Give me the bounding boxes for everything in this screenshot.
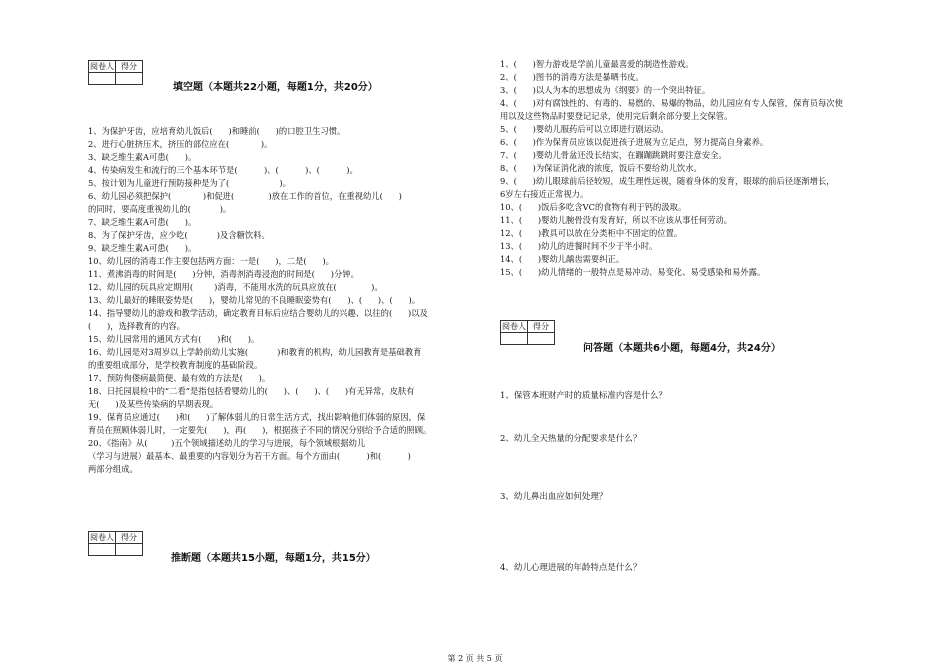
judge-question-line: 9、( )幼儿眼球前后径较短，成生理性远视，随着身体的发育，眼球的前后径逐渐增长， [500, 176, 835, 186]
fill-question-line: ( )，选择教育的内容。 [88, 321, 185, 331]
fill-question-line: 13、幼儿最好的睡眠姿势是( )，婴幼儿常见的不良睡眠姿势有( )、( )、( )。 [88, 295, 421, 305]
fill-question-line: 14、指导婴幼儿的游戏和教学活动，确定教育目标后应结合婴幼儿的兴趣、以往的( )以及 [88, 308, 428, 318]
judge-question-line: 14、( )婴幼儿龋齿需要纠正。 [500, 254, 625, 264]
fill-section-title: 填空题（本题共22小题，每题1分，共20分） [173, 82, 378, 93]
judge-question-line: 8、( )为保证消化液的浓度，饭后不要给幼儿饮水。 [500, 163, 702, 173]
score-header-score: 得分 [528, 321, 555, 333]
judge-question-line: 3、( )以人为本的思想成为《纲要》的一个突出特征。 [500, 85, 711, 95]
judge-question-line: 4、( )对有腐蚀性的、有毒的、易燃的、易爆的物品，幼儿园应有专人保管，保育员每次使 [500, 98, 843, 108]
score-box-fill [88, 60, 143, 85]
fill-questions [88, 125, 431, 476]
score-header-grader: 阅卷人 [502, 322, 526, 331]
score-header-score: 得分 [116, 61, 143, 73]
score-header-grader: 阅卷人 [90, 533, 114, 542]
score-header-score: 得分 [116, 532, 143, 544]
judge-question-line: 2、( )图书的消毒方法是暴晒书皮。 [500, 72, 644, 82]
fill-question-line: 无( )及某些传染病的早期表现。 [88, 399, 219, 409]
judge-question-line: 用以及这些物品时要登记记录，使用完后剩余部分要上交保管。 [500, 111, 733, 121]
fill-question-line: 3、缺乏维生素A可患( )。 [88, 152, 197, 162]
score-box-qa [500, 320, 555, 345]
judge-question-line: 7、( )婴幼儿骨盆还没长结实，在蹦蹦跳跳时要注意安全。 [500, 150, 727, 160]
fill-question-line: 20、《指南》从( )五个领域描述幼儿的学习与进展，每个领域根据幼儿 [88, 438, 366, 448]
qa-section-title: 问答题（本题共6小题，每题4分，共24分） [583, 343, 781, 354]
fill-question-line: 19、保育员应通过( )和( )了解体弱儿的日常生活方式，找出影响他们体弱的原因，保 [88, 412, 426, 422]
score-box-judge [88, 531, 143, 556]
judge-question-line: 1、( )智力游戏是学前儿童最喜爱的制造性游戏。 [500, 59, 694, 69]
fill-question-line: 8、为了保护牙齿，应少吃( )及含糖饮料。 [88, 230, 270, 240]
fill-question-line: 15、幼儿园常用的通风方式有( )和( )。 [88, 334, 260, 344]
fill-question-line: 18、日托园晨检中的“二看”是指包括看婴幼儿的( )、( )、( )有无异常，皮肤有 [88, 386, 415, 396]
fill-question-line: 4、传染病发生和流行的三个基本环节是( )、( )、( )。 [88, 165, 358, 175]
judge-question-line: 6岁左右接近正常视力。 [500, 189, 589, 199]
judge-question-line: 6、( )作为保育员应该以促进孩子进展为立足点，努力提高自身素养。 [500, 137, 769, 147]
fill-question-line: 两部分组成。 [88, 464, 138, 474]
score-header-grader: 阅卷人 [90, 62, 114, 71]
fill-question-line: 7、缺乏维生素A可患( )。 [88, 217, 197, 227]
fill-question-line: 17、预防佝偻病最简便、最有效的方法是( )。 [88, 373, 271, 383]
fill-question-line: 1、为保护牙齿，应培育幼儿饭后( )和睡前( )的口腔卫生习惯。 [88, 126, 346, 136]
qa-question: 4、幼儿心理进展的年龄特点是什么？ [500, 563, 642, 573]
fill-question-line: 6、幼儿园必须把保护( )和促进( )放在工作的首位，在重视幼儿( ) [88, 191, 402, 201]
judge-question-line: 15、( )幼儿情绪的一般特点是易冲动、易变化、易受感染和易外露。 [500, 267, 766, 277]
fill-question-line: 10、幼儿园的消毒工作主要包括两方面：一是( )，二是( )。 [88, 256, 334, 266]
fill-question-line: 12、幼儿园的玩具应定期用( )消毒，不能用水洗的玩具应放在( )。 [88, 282, 383, 292]
qa-question: 2、幼儿全天热量的分配要求是什么？ [500, 434, 642, 444]
judge-section-title: 推断题（本题共15小题，每题1分，共15分） [171, 553, 376, 564]
fill-question-line: 的重要组成部分，是学校教育制度的基础阶段。 [88, 360, 263, 370]
judge-question-line: 5、( )婴幼儿服药后可以立即进行剧运动。 [500, 124, 669, 134]
fill-question-line: 9、缺乏维生素A可患( )。 [88, 243, 197, 253]
fill-question-line: 5、按计划为儿童进行预防接种是为了( )。 [88, 178, 291, 188]
fill-question-line: 16、幼儿园是对3周岁以上学龄前幼儿实施( )和教育的机构，幼儿园教育是基础教育 [88, 347, 422, 357]
judge-question-line: 13、( )幼儿的进餐时间不少于半小时。 [500, 241, 658, 251]
judge-question-line: 12、( )教具可以放在分类柜中不固定的位置。 [500, 228, 683, 238]
qa-question: 3、幼儿鼻出血应如何处理？ [500, 492, 608, 502]
judge-question-line: 11、( )婴幼儿腕骨没有发育好，所以不应该从事任何劳动。 [500, 215, 732, 225]
judge-question-line: 10、( )饭后多吃含VC的食物有利于钙的汲取。 [500, 202, 687, 212]
fill-question-line: 11、煮沸消毒的时间是( )分钟，消毒剂消毒浸泡的时间是( )分钟。 [88, 269, 359, 279]
page-footer: 第 2 页 共 5 页 [447, 654, 503, 663]
fill-question-line: （学习与进展）最基本、最重要的内容划分为若干方面。每个方面由( )和( ) [88, 451, 411, 461]
fill-question-line: 的同时，要高度重视幼儿的( )。 [88, 204, 232, 214]
qa-question: 1、保管本班财产时的质量标准内容是什么？ [500, 391, 667, 401]
judge-questions [500, 58, 843, 279]
fill-question-line: 育员在照顾体弱儿时，一定要先( )，再( )，根据孩子不同的情况分别给予合适的照顾。 [88, 425, 432, 435]
fill-question-line: 2、进行心脏挤压术，挤压的部位应在( )。 [88, 139, 273, 149]
